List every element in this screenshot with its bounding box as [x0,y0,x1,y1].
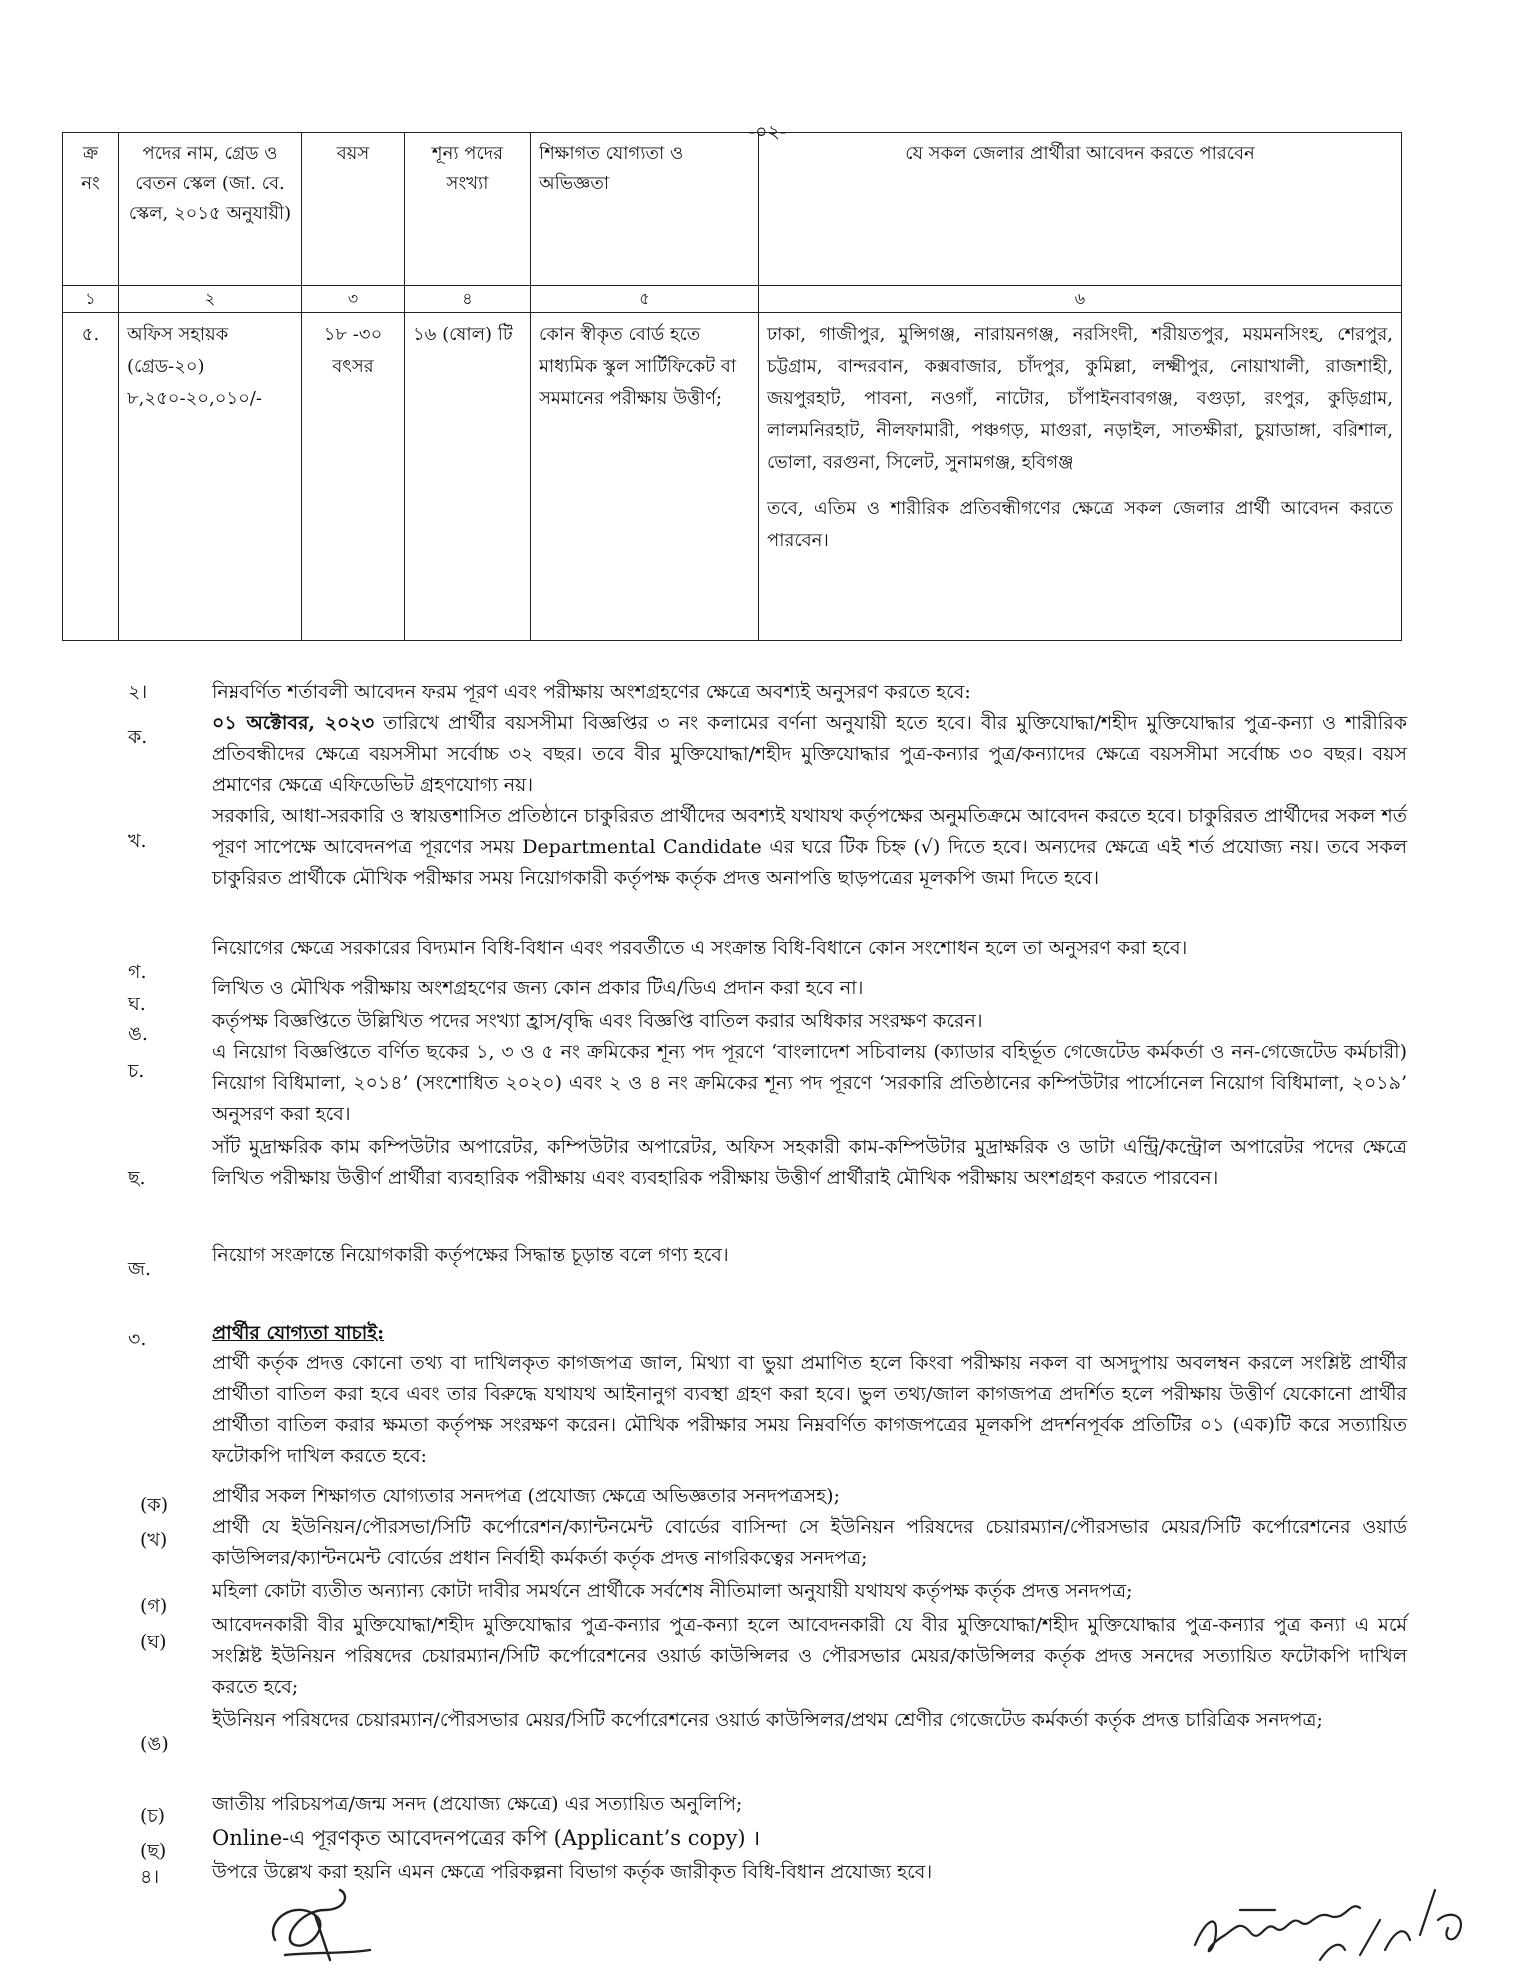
item-label: (ক) [140,1494,169,1516]
row-vacancy: ১৬ (ষোল) টি [405,313,531,641]
table-header-row [63,133,1402,286]
section3-number: ৩. [128,1328,147,1350]
deadline-date: ০১ অক্টোবর, ২০২৩ [212,712,375,734]
item-label: (ঘ) [140,1631,167,1653]
header-qualification: শিক্ষাগত যোগ্যতা ও অভিজ্ঞতা [531,133,759,286]
section3-intro: প্রার্থী কর্তৃক প্রদত্ত কোনো তথ্য বা দাখিলকৃত কাগজপত্র জাল, মিথ্যা বা ভুয়া প্রমাণিত হলে কিংবা পরীক্ষায় নকল বা অসদুপায় অবলম্বন করলে সংশ্লিষ্ট প্রার্থীর প্রার্থীতা বাতিল করা হবে এবং তার বিরুদ্ধে যথাযথ আইনানুগ ব্যবস্থা গ্রহণ করা হবে। ভুল তথ্য/জাল কাগজপত্র প্রদর্শিত হলে পরীক্ষায় উত্তীর্ণ যেকোনো প্রার্থীর প্রার্থীতা বাতিল করার ক্ষমতা কর্তৃপক্ষ সংরক্ষণ করেন। মৌখিক পরীক্ষার সময় নিম্নবর্ণিত কাগজপত্রের মূলকপি প্রদর্শনপূর্বক প্রতিটির ০১ (এক)টি করে সত্যায়িত ফটোকপি দাখিল করতে হবে: [212,1352,1407,1467]
item-label: গ. [128,961,147,983]
header-vacancy: শূন্য পদের সংখ্যা [405,133,531,286]
right-signature [1180,1850,1480,1970]
post-grade: (গ্রেড-২০) [127,356,205,377]
section4-number: ৪। [140,1866,160,1888]
section2-title: নিম্নবর্ণিত শর্তাবলী আবেদন ফরম পূরণ এবং পরীক্ষায় অংশগ্রহণের ক্ষেত্রে অবশ্যই অনুসরণ করতে হবে: [212,681,971,703]
header-districts: যে সকল জেলার প্রার্থীরা আবেদন করতে পারবেন [759,133,1402,286]
item-label: (চ) [140,1805,166,1827]
districts-note: তবে, এতিম ও শারীরিক প্রতিবন্ধীগণের ক্ষেত্রে সকল জেলার প্রার্থী আবেদন করতে পারবেন। [767,498,1393,551]
post-scale: ৮,২৫০-২০,০১০/- [127,388,262,409]
section2-item-kha: সরকারি, আধা-সরকারি ও স্বায়ত্তশাসিত প্রতিষ্ঠানে চাকুরিরত প্রার্থীদের অবশ্যই যথাযথ কর্তৃপক্ষের অনুমতিক্রমে আবেদন করতে হবে। চাকুরিরত প্রার্থীদের সকল শর্ত পূরণ সাপেক্ষে আবেদনপত্র পূরণের সময় Departmental Candidate এর ঘরে টিক চিহ্ন (√) দিতে হবে। অন্যদের ক্ষেত্রে এই শর্ত প্রযোজ্য নয়। তবে সকল চাকুরিরত প্রার্থীকে মৌখিক পরীক্ষার সময় নিয়োগকারী কর্তৃপক্ষ কর্তৃক প্রদত্ত অনাপত্তি ছাড়পত্রের মূলকপি জমা দিতে হবে। [212,805,1407,889]
section3-item-kha: প্রার্থী যে ইউনিয়ন/পৌরসভা/সিটি কর্পোরেশন/ক্যান্টনমেন্ট বোর্ডের বাসিন্দা সে ইউনিয়ন পরিষদের চেয়ারম্যান/পৌরসভার মেয়র/সিটি কর্পোরেশনের ওয়ার্ড কাউন্সিলর/ক্যান্টনমেন্ট বোর্ডের প্রধান নির্বাহী কর্মকর্তা কর্তৃক প্রদত্ত নাগরিকত্বের সনদপত্র; [212,1516,1407,1569]
item-label: ক. [128,726,148,748]
item-label: জ. [128,1258,152,1280]
section2-item-ja: নিয়োগ সংক্রান্তে নিয়োগকারী কর্তৃপক্ষের সিদ্ধান্ত চূড়ান্ত বলে গণ্য হবে। [212,1244,729,1266]
index-cell: ১ [63,286,119,313]
header-age: বয়স [302,133,405,286]
section2-item-gha: লিখিত ও মৌখিক পরীক্ষায় অংশগ্রহণের জন্য কোন প্রকার টিএ/ডিএ প্রদান করা হবে না। [212,977,864,999]
section2-item-cha: সাঁট মুদ্রাক্ষরিক কাম কম্পিউটার অপারেটর, কম্পিউটার অপারেটর, অফিস সহকারী কাম-কম্পিউটার মুদ্রাক্ষরিক ও ডাটা এন্ট্রি/কন্ট্রোল অপারেটর পদের ক্ষেত্রে লিখিত পরীক্ষায় উত্তীর্ণ প্রার্থীরা ব্যবহারিক পরীক্ষায় এবং ব্যবহারিক পরীক্ষায় উত্তীর্ণ প্রার্থীরাই মৌখিক পরীক্ষায় অংশগ্রহণ করতে পারবেন। [212,1136,1407,1189]
section3-item-uma: ইউনিয়ন পরিষদের চেয়ারম্যান/পৌরসভার মেয়র/সিটি কর্পোরেশনের ওয়ার্ড কাউন্সিলর/প্রথম শ্রেণীর গেজেটেড কর্মকর্তা কর্তৃক প্রদত্ত চারিত্রিক সনদপত্র; [212,1709,1323,1731]
vacancy-table [62,132,1402,641]
item-label: চ. [128,1060,145,1082]
item-text: তারিখে প্রার্থীর বয়সসীমা বিজ্ঞপ্তির ৩ নং কলামের বর্ণনা অনুযায়ী হতে হবে। বীর মুক্তিযোদ্ধা/শহীদ মুক্তিযোদ্ধার পুত্র-কন্যা ও শারীরিক প্রতিবন্ধীদের ক্ষেত্রে বয়সসীমা সর্বোচ্চ ৩২ বছর। তবে বীর মুক্তিযোদ্ধা/শহীদ মুক্তিযোদ্ধার পুত্র-কন্যার পুত্র/কন্যাদের ক্ষেত্রে বয়সসীমা সর্বোচ্চ ৩০ বছর। বয়স প্রমাণের ক্ষেত্রে এফিডেভিট গ্রহণযোগ্য নয়। [212,712,1408,796]
index-cell: ৩ [302,286,405,313]
row-qualification: কোন স্বীকৃত বোর্ড হতে মাধ্যমিক স্কুল সার্টিফিকেট বা সমমানের পরীক্ষায় উত্তীর্ণ; [531,313,759,641]
item-label: (খ) [140,1529,168,1551]
post-name: অফিস সহায়ক [127,324,229,345]
section3-item-ka: প্রার্থীর সকল শিক্ষাগত যোগ্যতার সনদপত্র (প্রযোজ্য ক্ষেত্রে অভিজ্ঞতার সনদপত্রসহ); [212,1485,840,1507]
section2-item-ka [212,708,1407,801]
index-cell: ৫ [531,286,759,313]
item-label: ঘ. [128,993,146,1015]
section2-item-ca: এ নিয়োগ বিজ্ঞপ্তিতে বর্ণিত ছকের ১, ৩ ও ৫ নং ক্রমিকের শূন্য পদ পূরণে ‘বাংলাদেশ সচিবালয় (ক্যাডার বহির্ভূত গেজেটেড কর্মকর্তা ও নন-গেজেটেড কর্মচারী) নিয়োগ বিধিমালা, ২০১৪’ (সংশোধিত ২০২০) এবং ২ ও ৪ নং ক্রমিকের শূন্য পদ পূরণে ‘সরকারি প্রতিষ্ঠানের কম্পিউটার পার্সোনেল নিয়োগ বিধিমালা, ২০১৯’ অনুসরণ করা হবে। [212,1041,1407,1125]
item-label: খ. [128,830,147,852]
districts-list: ঢাকা, গাজীপুর, মুন্সিগঞ্জ, নারায়নগঞ্জ, নরসিংদী, শরীয়তপুর, ময়মনসিংহ, শেরপুর, চট্টগ্রাম, বান্দরবান, কক্সবাজার, চাঁদপুর, কুমিল্লা, লক্ষ্মীপুর, নোয়াখালী, রাজশাহী, জয়পুরহাট, পাবনা, নওগাঁ, নাটোর, চাঁপাইনবাবগঞ্জ, বগুড়া, রংপুর, কুড়িগ্রাম, লালমনিরহাট, নীলফামারী, পঞ্চগড়, মাগুরা, নড়াইল, সাতক্ষীরা, চুয়াডাঙ্গা, বরিশাল, ভোলা, বরগুনা, সিলেট, সুনামগঞ্জ, হবিগঞ্জ [767,324,1393,473]
section4-text: উপরে উল্লেখ করা হয়নি এমন ক্ষেত্রে পরিকল্পনা বিভাগ কর্তৃক জারীকৃত বিধি-বিধান প্রযোজ্য হবে। [212,1861,933,1883]
item-label: ঙ. [128,1023,148,1045]
index-cell: ৪ [405,286,531,313]
item-label: (ঙ) [140,1733,169,1755]
left-signature [255,1880,385,1970]
index-cell: ৬ [759,286,1402,313]
section3-item-ga: মহিলা কোটা ব্যতীত অন্যান্য কোটা দাবীর সমর্থনে প্রার্থীকে সর্বশেষ নীতিমালা অনুযায়ী যথাযথ কর্তৃপক্ষ কর্তৃক প্রদত্ত সনদপত্র; [212,1580,1133,1602]
item-label: (গ) [140,1595,168,1617]
section2-number: ২। [128,681,148,703]
item-label: (ছ) [140,1840,167,1862]
row-serial: ৫. [63,313,119,641]
row-age: ১৮ -৩০ বৎসর [302,313,405,641]
row-districts [759,313,1402,641]
row-post [119,313,302,641]
section3-item-cha: Online-এ পূরণকৃত আবেদনপত্রের কপি (Applicant’s copy) । [212,1826,761,1850]
index-cell: ২ [119,286,302,313]
section3-item-gha: আবেদনকারী বীর মুক্তিযোদ্ধা/শহীদ মুক্তিযোদ্ধার পুত্র-কন্যার পুত্র-কন্যা হলে আবেদনকারী যে বীর মুক্তিযোদ্ধা/শহীদ মুক্তিযোদ্ধার পুত্র-কন্যার পুত্র কন্যা এ মর্মে সংশ্লিষ্ট ইউনিয়ন পরিষদের চেয়ারম্যান/সিটি কর্পোরেশনের ওয়ার্ড কাউন্সিলর ও পৌরসভার মেয়র/কাউন্সিলর কর্তৃক প্রদত্ত সনদের সত্যায়িত ফটোকপি দাখিল করতে হবে; [212,1614,1407,1698]
section2-item-ga: নিয়োগের ক্ষেত্রে সরকারের বিদ্যমান বিধি-বিধান এবং পরবর্তীতে এ সংক্রান্ত বিধি-বিধানে কোন সংশোধন হলে তা অনুসরণ করা হবে। [212,937,1188,959]
table-row [63,313,1402,641]
section2-item-uma: কর্তৃপক্ষ বিজ্ঞপ্তিতে উল্লিখিত পদের সংখ্যা হ্রাস/বৃদ্ধি এবং বিজ্ঞপ্তি বাতিল করার অধিকার সংরক্ষণ করেন। [212,1010,983,1032]
header-serial: ক্র নং [63,133,119,286]
section3-title: প্রার্থীর যোগ্যতা যাচাই: [212,1322,385,1344]
page-number: -০২- [748,121,787,143]
table-index-row [63,286,1402,313]
section3-item-ca: জাতীয় পরিচয়পত্র/জন্ম সনদ (প্রযোজ্য ক্ষেত্রে) এর সত্যায়িত অনুলিপি; [212,1793,743,1815]
header-post: পদের নাম, গ্রেড ও বেতন স্কেল (জা. বে. স্কেল, ২০১৫ অনুযায়ী) [119,133,302,286]
item-label: ছ. [128,1167,146,1189]
